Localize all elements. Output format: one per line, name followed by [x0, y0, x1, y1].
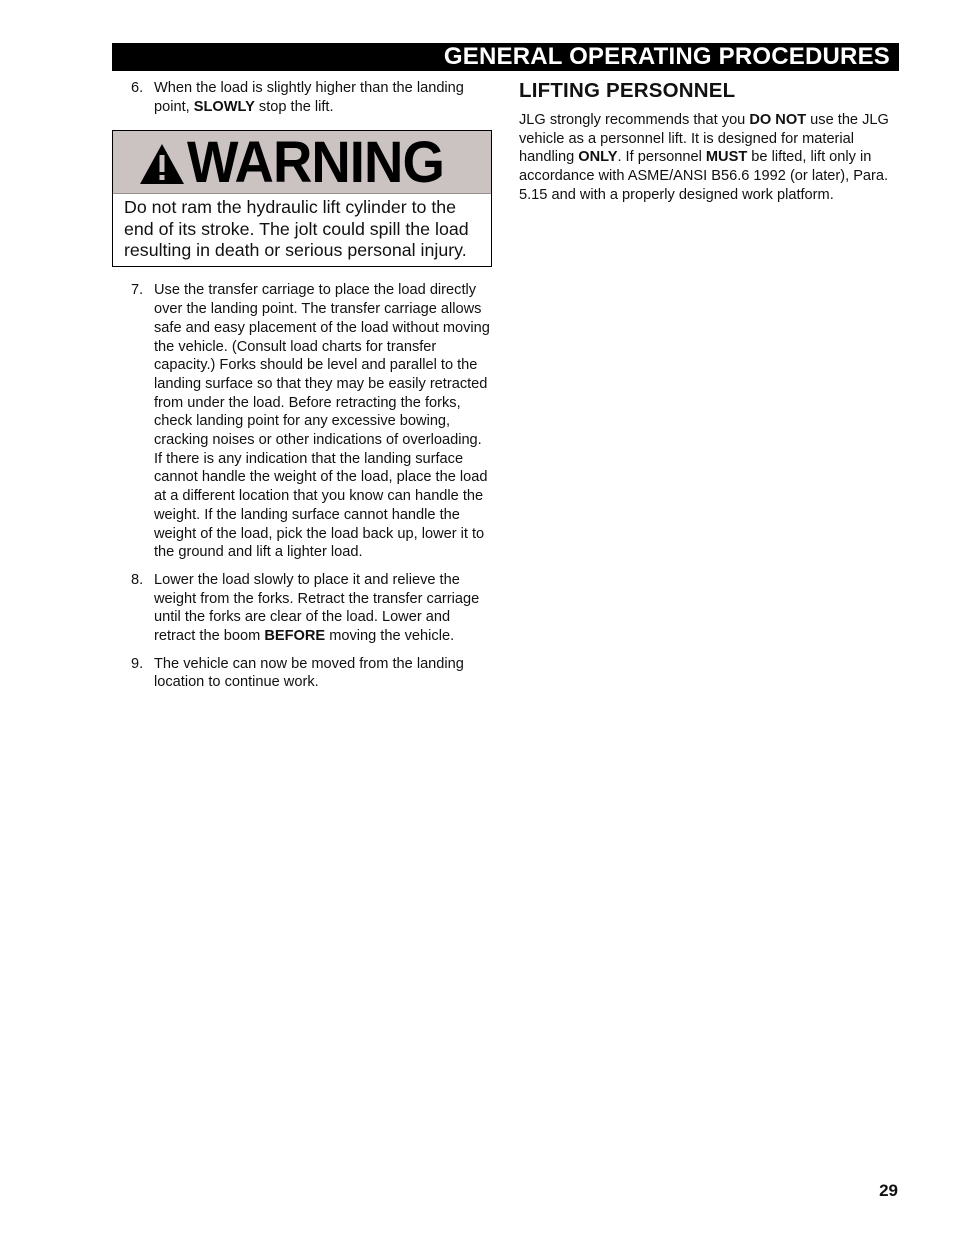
- left-column: [112, 79, 492, 692]
- emphasis-slowly: SLOWLY: [193, 98, 255, 115]
- procedure-step-6: [112, 79, 492, 116]
- warning-text: Do not ram the hydraulic lift cylinder to the end of its stroke. The jolt could spill the load resulting in death or serious personal injury.: [124, 197, 469, 261]
- step-text: Lower the load slowly to place it and relieve the weight from the forks. Retract the transfer carriage until the forks are clear of the load. Lower and retract the boom BEFORE moving the vehicle.: [154, 571, 480, 645]
- warning-box: [112, 130, 492, 267]
- emphasis-only: ONLY: [578, 149, 618, 166]
- step-number: 7.: [131, 282, 144, 299]
- lifting-personnel-paragraph: JLG strongly recommends that you DO NOT use the JLG vehicle as a personnel lift. It is designed for material handling ONLY. If personnel MUST be lifted, lift only in accordance with ASME/ANSI B56.6 1992 (or later), Para. 5.15 and with a properly designed work platform.: [519, 112, 889, 203]
- warning-triangle-icon: [139, 143, 185, 185]
- step-text: When the load is slightly higher than the landing point, SLOWLY stop the lift.: [154, 80, 464, 115]
- emphasis-before: BEFORE: [264, 628, 326, 645]
- emphasis-do-not: DO NOT: [749, 112, 807, 128]
- emphasis-must: MUST: [705, 149, 748, 166]
- right-column: [519, 79, 899, 205]
- step-text: Use the transfer carriage to place the load directly over the landing point. The transfer carriage allows safe and easy placement of the load without moving the vehicle. (Consult load charts for transfer capacity.) Forks should be level and parallel to the landing surface so that they may be easily retracted from under the load. Before retracting the forks, check landing point for any excessive bowing, cracking noises or other indications of overloading. If there is any indication that the landing surface cannot handle the weight of the load, place the load at a different location that you know can handle the weight. If the landing surface cannot handle the weight of the load, pick the load back up, lower it to the ground and lift a lighter load.: [154, 282, 490, 561]
- procedure-step-8: [112, 571, 492, 646]
- section-header-bar: [112, 43, 899, 71]
- step-number: 9.: [131, 655, 144, 672]
- section-title-lifting-personnel: LIFTING PERSONNEL: [519, 79, 736, 102]
- procedure-step-9: [112, 655, 492, 692]
- page-number: 29: [879, 1181, 898, 1200]
- procedure-step-7: [112, 281, 492, 562]
- step-number: 8.: [131, 571, 144, 588]
- step-number: 6.: [131, 80, 144, 96]
- warning-header: [113, 131, 491, 194]
- warning-heading: WARNING: [187, 130, 444, 196]
- section-header-title: GENERAL OPERATING PROCEDURES: [443, 43, 890, 70]
- step-text: The vehicle can now be moved from the landing location to continue work.: [154, 655, 464, 691]
